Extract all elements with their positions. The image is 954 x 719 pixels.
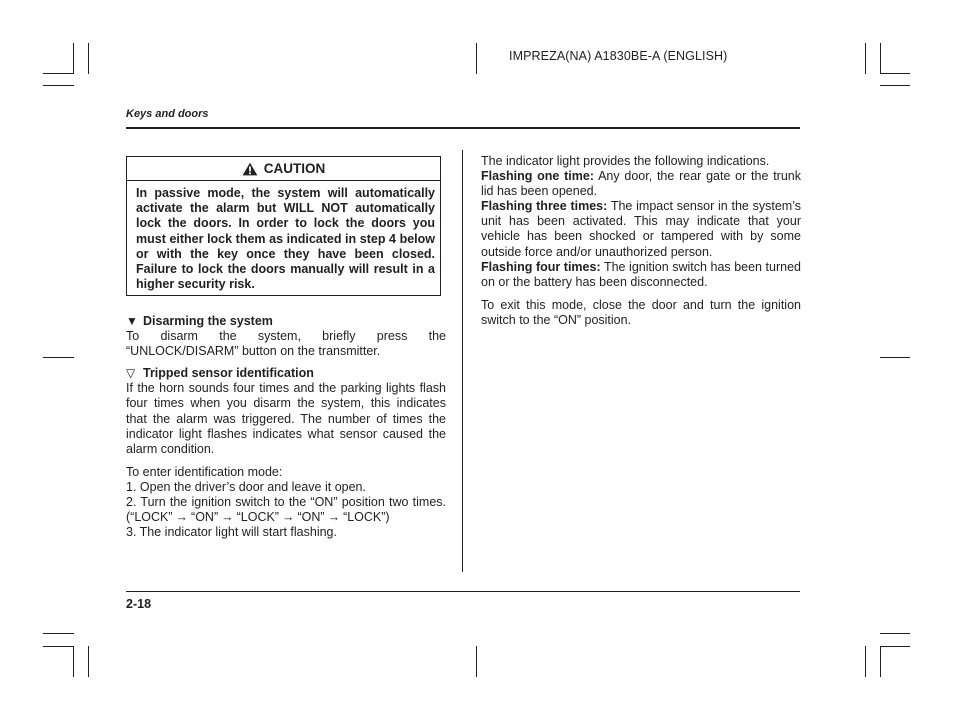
disarming-heading-text: Disarming the system xyxy=(143,314,273,328)
crop-mark xyxy=(865,646,866,677)
crop-mark xyxy=(88,646,89,677)
indication-label: Flashing four times: xyxy=(481,259,601,274)
right-column xyxy=(481,154,801,328)
crop-mark xyxy=(88,43,89,74)
caution-box xyxy=(126,156,441,296)
crop-mark xyxy=(880,633,910,634)
crop-mark xyxy=(43,646,74,647)
step-2-sequence-item: (“LOCK” xyxy=(126,510,173,525)
indication-label: Flashing one time: xyxy=(481,169,595,184)
filled-triangle-marker: ▼ xyxy=(126,314,138,328)
caution-title: CAUTION xyxy=(263,161,326,176)
indication-text: Any door, the rear gate or the trunk lid has been opened. xyxy=(481,169,801,199)
indication-text: The impact sensor in the system’s unit has been activated. This may indicate that your vehicle has been shocked or tampered with by some outside force and/or unauthorized person. xyxy=(481,199,802,259)
indication-item xyxy=(481,260,801,290)
right-arrow-icon: → xyxy=(221,510,234,525)
crop-mark xyxy=(73,43,74,74)
indication-label: Flashing three times: xyxy=(481,199,608,214)
crop-mark xyxy=(476,646,477,677)
crop-mark xyxy=(865,43,866,74)
identification-intro: To enter identification mode: xyxy=(126,464,283,479)
crop-mark xyxy=(43,85,74,86)
right-arrow-icon: → xyxy=(281,510,295,525)
warning-triangle-icon xyxy=(242,162,258,176)
crop-mark xyxy=(43,357,74,358)
tripped-text: If the horn sounds four times and the parking lights flash four times when you disarm the system, this indicates that the alarm was triggered. The number of times the indicator light flashes indicates what sensor caused the alarm condition. xyxy=(126,381,446,456)
step-2-sequence-item: “ON” xyxy=(297,510,325,525)
crop-mark xyxy=(476,43,477,74)
crop-mark xyxy=(880,43,881,74)
left-column xyxy=(126,314,446,540)
document-id: IMPREZA(NA) A1830BE-A (ENGLISH) xyxy=(509,49,728,63)
caution-text: In passive mode, the system will automatically activate the alarm but WILL NOT automatically lock the doors. In order to lock the doors you must either lock them as indicated in step 4 below or with the key once they have been closed. Failure to lock the doors manually will result in a higher security risk. xyxy=(136,186,435,292)
footer-rule xyxy=(126,591,800,592)
step-1: 1. Open the driver’s door and leave it open. xyxy=(126,479,366,494)
step-2-sequence-item: “LOCK” xyxy=(236,510,279,525)
header-rule xyxy=(126,127,800,129)
step-3: 3. The indicator light will start flashing. xyxy=(126,525,337,540)
crop-mark xyxy=(43,633,74,634)
outline-triangle-marker: ▽ xyxy=(126,366,136,381)
step-2-text: 2. Turn the ignition switch to the “ON” position two times. xyxy=(126,495,446,510)
crop-mark xyxy=(880,357,910,358)
crop-mark xyxy=(73,646,74,677)
right-arrow-icon: → xyxy=(327,510,341,525)
crop-mark xyxy=(880,646,881,677)
right-arrow-icon: → xyxy=(175,510,189,525)
disarming-text: To disarm the system, briefly press the “UNLOCK/DISARM” button on the transmitter. xyxy=(126,329,446,359)
step-2-sequence-item: “LOCK”) xyxy=(343,510,390,525)
page-number: 2-18 xyxy=(126,597,152,611)
indication-item xyxy=(481,169,801,199)
indications-intro: The indicator light provides the following indications. xyxy=(481,154,770,168)
caution-header xyxy=(127,157,440,181)
indication-item xyxy=(481,199,801,259)
section-title: Keys and doors xyxy=(126,108,209,120)
tripped-heading-text: Tripped sensor identification xyxy=(143,366,314,381)
column-divider xyxy=(462,150,463,572)
crop-mark xyxy=(880,646,910,647)
tripped-heading xyxy=(126,366,446,381)
crop-mark xyxy=(880,85,910,86)
crop-mark xyxy=(880,73,910,74)
exit-mode-text: To exit this mode, close the door and turn the ignition switch to the “ON” position. xyxy=(481,297,801,327)
step-2-sequence-item: “ON” xyxy=(191,510,219,525)
indication-text: The ignition switch has been turned on or the battery has been disconnected. xyxy=(481,259,802,289)
crop-mark xyxy=(43,73,74,74)
disarming-heading xyxy=(126,314,446,329)
step-2 xyxy=(126,495,446,525)
